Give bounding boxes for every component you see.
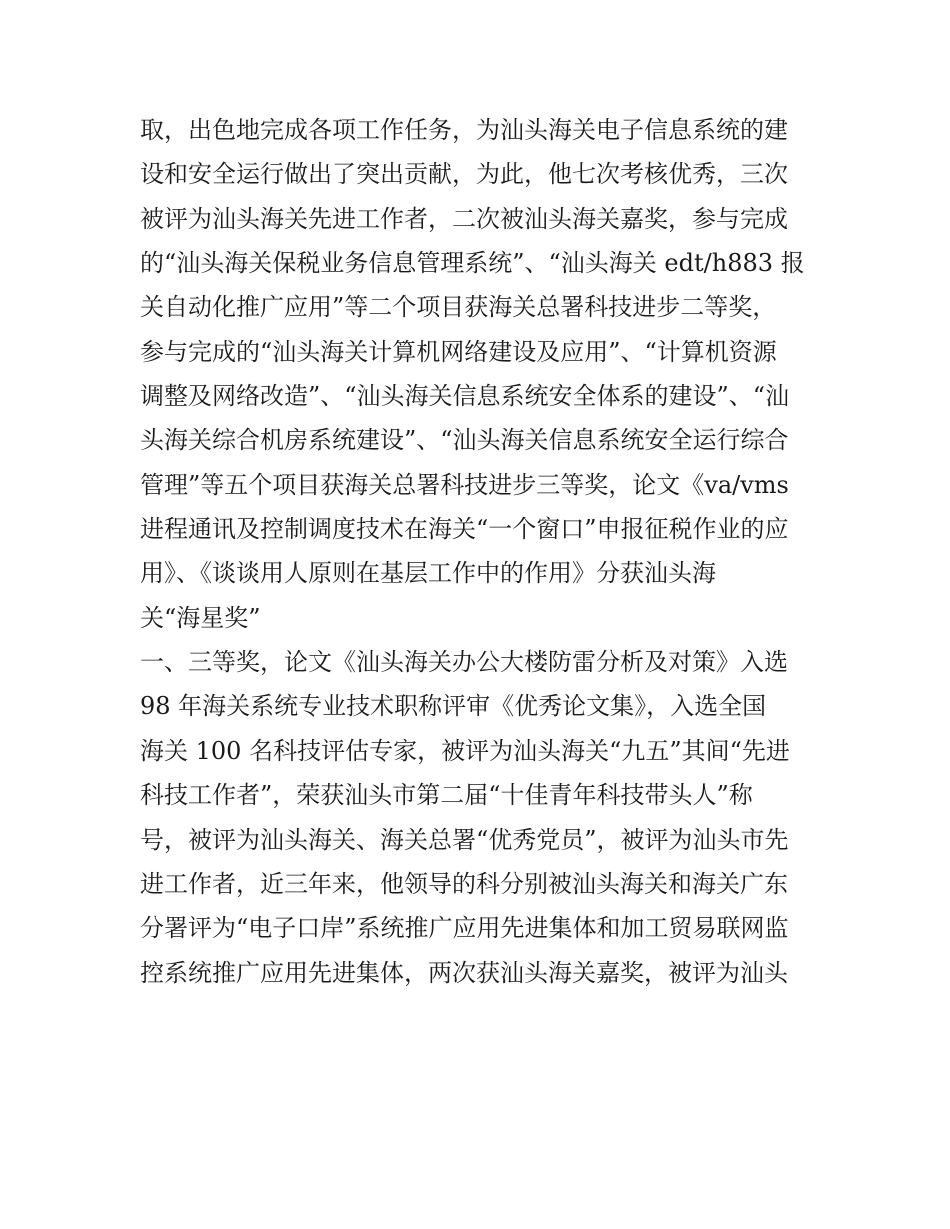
body-text — [140, 108, 820, 995]
text-line: 关“海星奖” — [140, 603, 261, 632]
text-line: 进工作者，近三年来，他领导的科分别被汕头海关和海关广东 — [140, 869, 788, 898]
text-line: 参与完成的“汕头海关计算机网络建设及应用”、“计算机资源 — [140, 337, 777, 366]
text-line: 管理”等五个项目获海关总署科技进步三等奖，论文《va/vms — [140, 470, 789, 499]
text-line: 的“汕头海关保税业务信息管理系统”、“汕头海关 edt/h883 报 — [140, 249, 805, 278]
text-line: 控系统推广应用先进集体，两次获汕头海关嘉奖，被评为汕头 — [140, 958, 788, 987]
text-line: 用》、《谈谈用人原则在基层工作中的作用》分获汕头海 — [140, 559, 716, 588]
text-line: 98 年海关系统专业技术职称评审《优秀论文集》，入选全国 — [140, 692, 767, 721]
text-line: 科技工作者”，荣获汕头市第二届“十佳青年科技带头人”称 — [140, 781, 753, 810]
text-line: 分署评为“电子口岸”系统推广应用先进集体和加工贸易联网监 — [140, 914, 789, 943]
text-line: 调整及网络改造”、“汕头海关信息系统安全体系的建设”、“汕 — [140, 382, 790, 411]
text-line: 被评为汕头海关先进工作者，二次被汕头海关嘉奖，参与完成 — [140, 204, 788, 233]
text-line: 号，被评为汕头海关、海关总署“优秀党员”，被评为汕头市先 — [140, 825, 789, 854]
text-line: 头海关综合机房系统建设”、“汕头海关信息系统安全运行综合 — [140, 426, 789, 455]
text-line: 一、三等奖，论文《汕头海关办公大楼防雷分析及对策》入选 — [140, 648, 788, 677]
text-line: 海关 100 名科技评估专家，被评为汕头海关“九五”其间“先进 — [140, 736, 790, 765]
text-line: 关自动化推广应用”等二个项目获海关总署科技进步二等奖， — [140, 293, 777, 322]
text-line: 取，出色地完成各项工作任务，为汕头海关电子信息系统的建 — [140, 116, 788, 144]
text-line: 设和安全运行做出了突出贡献，为此，他七次考核优秀，三次 — [140, 160, 788, 189]
text-line: 进程通讯及控制调度技术在海关“一个窗口”申报征税作业的应 — [140, 515, 789, 544]
